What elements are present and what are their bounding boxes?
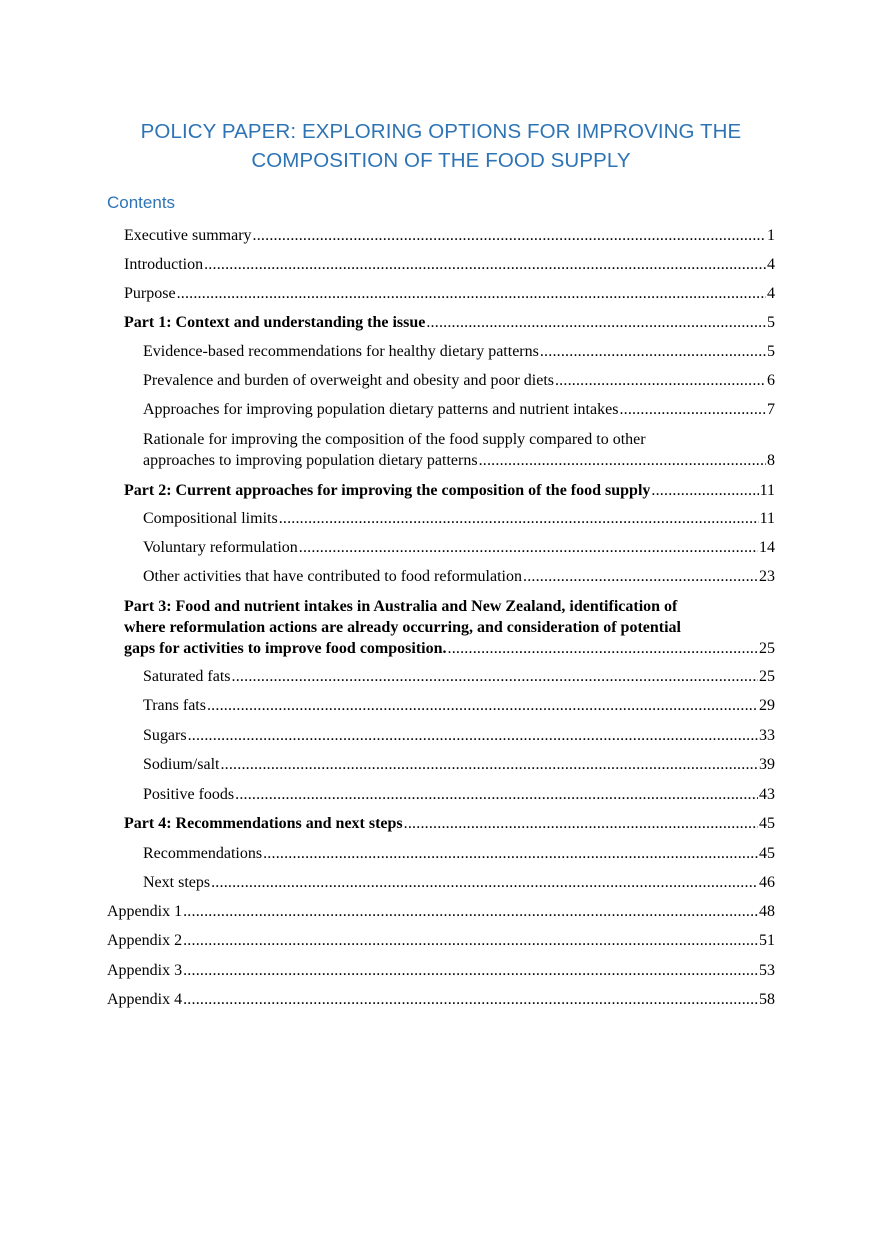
toc-dot-leader	[183, 960, 758, 981]
toc-page-number: 8	[767, 452, 775, 469]
toc-dot-leader	[279, 508, 759, 529]
toc-dot-leader	[619, 399, 766, 420]
toc-entry-label-line-2: where reformulation actions are already occurring, and consideration of potential	[124, 619, 681, 636]
toc-dot-leader	[299, 537, 758, 558]
toc-entry-rationale[interactable]	[143, 429, 775, 471]
toc-dot-leader	[448, 638, 759, 659]
toc-entry-part-4[interactable]	[124, 813, 775, 834]
toc-dot-leader	[188, 725, 758, 746]
toc-page-number: 5	[767, 314, 775, 331]
toc-entry-label: Part 1: Context and understanding the issue	[124, 314, 426, 331]
toc-dot-leader	[232, 666, 758, 687]
toc-entry-label: Voluntary reformulation	[143, 539, 298, 556]
contents-heading: Contents	[107, 193, 176, 212]
toc-page-number: 11	[759, 482, 775, 499]
toc-entry-part-3[interactable]	[124, 596, 775, 659]
toc-entry-label-line-2: approaches to improving population dietary patterns	[143, 452, 478, 469]
toc-dot-leader	[523, 566, 758, 587]
toc-page-number: 45	[759, 845, 775, 862]
toc-entry-label: Other activities that have contributed to food reformulation	[143, 568, 522, 585]
toc-page-number: 23	[759, 568, 775, 585]
toc-page-number: 7	[767, 401, 775, 418]
toc-page-number: 11	[759, 510, 775, 527]
toc-page-number: 1	[767, 227, 775, 244]
toc-entry-label: Appendix 1	[107, 903, 183, 920]
toc-entry-label: Next steps	[143, 874, 211, 891]
toc-entry-label: Compositional limits	[143, 510, 278, 527]
toc-page-number: 5	[767, 343, 775, 360]
toc-entry-purpose[interactable]	[124, 283, 775, 304]
toc-page-number: 45	[759, 815, 775, 832]
toc-entry-label-line-3: gaps for activities to improve food composition.	[124, 640, 447, 657]
toc-dot-leader	[211, 872, 758, 893]
title-line-1: POLICY PAPER: EXPLORING OPTIONS FOR IMPROVING THE	[140, 120, 742, 143]
toc-entry-label: Evidence-based recommendations for healthy dietary patterns	[143, 343, 539, 360]
toc-entry-label: Purpose	[124, 285, 176, 302]
toc-dot-leader	[404, 813, 758, 834]
toc-entry-saturated-fats[interactable]	[143, 666, 775, 687]
toc-page-number: 58	[759, 991, 775, 1008]
toc-entry-label: Part 2: Current approaches for improving the composition of the food supply	[124, 482, 651, 499]
toc-entry-other-activities[interactable]	[143, 566, 775, 587]
toc-entry-label: Prevalence and burden of overweight and obesity and poor diets	[143, 372, 554, 389]
toc-dot-leader	[253, 225, 766, 246]
toc-page-number: 25	[759, 640, 775, 657]
toc-page-number: 4	[767, 285, 775, 302]
toc-dot-leader	[651, 480, 758, 501]
toc-page-number: 39	[759, 756, 775, 773]
toc-entry-label: Executive summary	[124, 227, 252, 244]
toc-entry-appendix-2[interactable]	[107, 930, 775, 951]
toc-dot-leader	[426, 312, 766, 333]
toc-entry-label: Approaches for improving population dietary patterns and nutrient intakes	[143, 401, 619, 418]
toc-entry-sugars[interactable]	[143, 725, 775, 746]
toc-entry-label: Recommendations	[143, 845, 263, 862]
toc-page-number: 51	[759, 932, 775, 949]
toc-entry-executive-summary[interactable]	[124, 225, 775, 246]
toc-entry-label: Trans fats	[143, 697, 206, 714]
toc-entry-sodium-salt[interactable]	[143, 754, 775, 775]
toc-dot-leader	[540, 341, 766, 362]
toc-entry-label: Part 4: Recommendations and next steps	[124, 815, 403, 832]
toc-page-number: 29	[759, 697, 775, 714]
toc-entry-label: Appendix 2	[107, 932, 183, 949]
toc-entry-appendix-1[interactable]	[107, 901, 775, 922]
toc-entry-compositional-limits[interactable]	[143, 508, 775, 529]
toc-page-number: 33	[759, 727, 775, 744]
toc-page-number: 46	[759, 874, 775, 891]
toc-entry-prevalence-and-burden[interactable]	[143, 370, 775, 391]
toc-entry-label: Appendix 4	[107, 991, 183, 1008]
toc-entry-approaches-for-improving[interactable]	[143, 399, 775, 420]
toc-page-number: 4	[767, 256, 775, 273]
toc-entry-next-steps[interactable]	[143, 872, 775, 893]
toc-dot-leader	[555, 370, 766, 391]
toc-entry-label-line-1: Rationale for improving the composition of the food supply compared to other	[143, 431, 646, 448]
toc-dot-leader	[220, 754, 758, 775]
toc-entry-evidence-based-recommendations[interactable]	[143, 341, 775, 362]
toc-entry-positive-foods[interactable]	[143, 784, 775, 805]
toc-dot-leader	[235, 784, 758, 805]
toc-entry-label: Saturated fats	[143, 668, 231, 685]
toc-page-number: 53	[759, 962, 775, 979]
toc-page-number: 25	[759, 668, 775, 685]
title-line-2: COMPOSITION OF THE FOOD SUPPLY	[251, 149, 631, 172]
toc-page-number: 43	[759, 786, 775, 803]
toc-dot-leader	[183, 901, 758, 922]
toc-entry-label-line-1: Part 3: Food and nutrient intakes in Australia and New Zealand, identification of	[124, 598, 678, 615]
toc-page-number: 14	[759, 539, 775, 556]
toc-entry-label: Sugars	[143, 727, 187, 744]
toc-dot-leader	[177, 283, 766, 304]
toc-dot-leader	[479, 450, 766, 471]
toc-dot-leader	[263, 843, 758, 864]
toc-entry-label: Positive foods	[143, 786, 235, 803]
toc-entry-appendix-4[interactable]	[107, 989, 775, 1010]
toc-page-number: 48	[759, 903, 775, 920]
toc-dot-leader	[207, 695, 758, 716]
toc-entry-introduction[interactable]	[124, 254, 775, 275]
toc-entry-appendix-3[interactable]	[107, 960, 775, 981]
toc-entry-voluntary-reformulation[interactable]	[143, 537, 775, 558]
toc-entry-label: Sodium/salt	[143, 756, 220, 773]
toc-entry-label: Appendix 3	[107, 962, 183, 979]
toc-dot-leader	[183, 930, 758, 951]
toc-dot-leader	[183, 989, 758, 1010]
toc-entry-part-2[interactable]	[124, 480, 775, 501]
toc-entry-trans-fats[interactable]	[143, 695, 775, 716]
toc-page-number: 6	[767, 372, 775, 389]
toc-entry-label: Introduction	[124, 256, 204, 273]
toc-dot-leader	[204, 254, 766, 275]
toc-entry-part-1[interactable]	[124, 312, 775, 333]
toc-entry-recommendations[interactable]	[143, 843, 775, 864]
